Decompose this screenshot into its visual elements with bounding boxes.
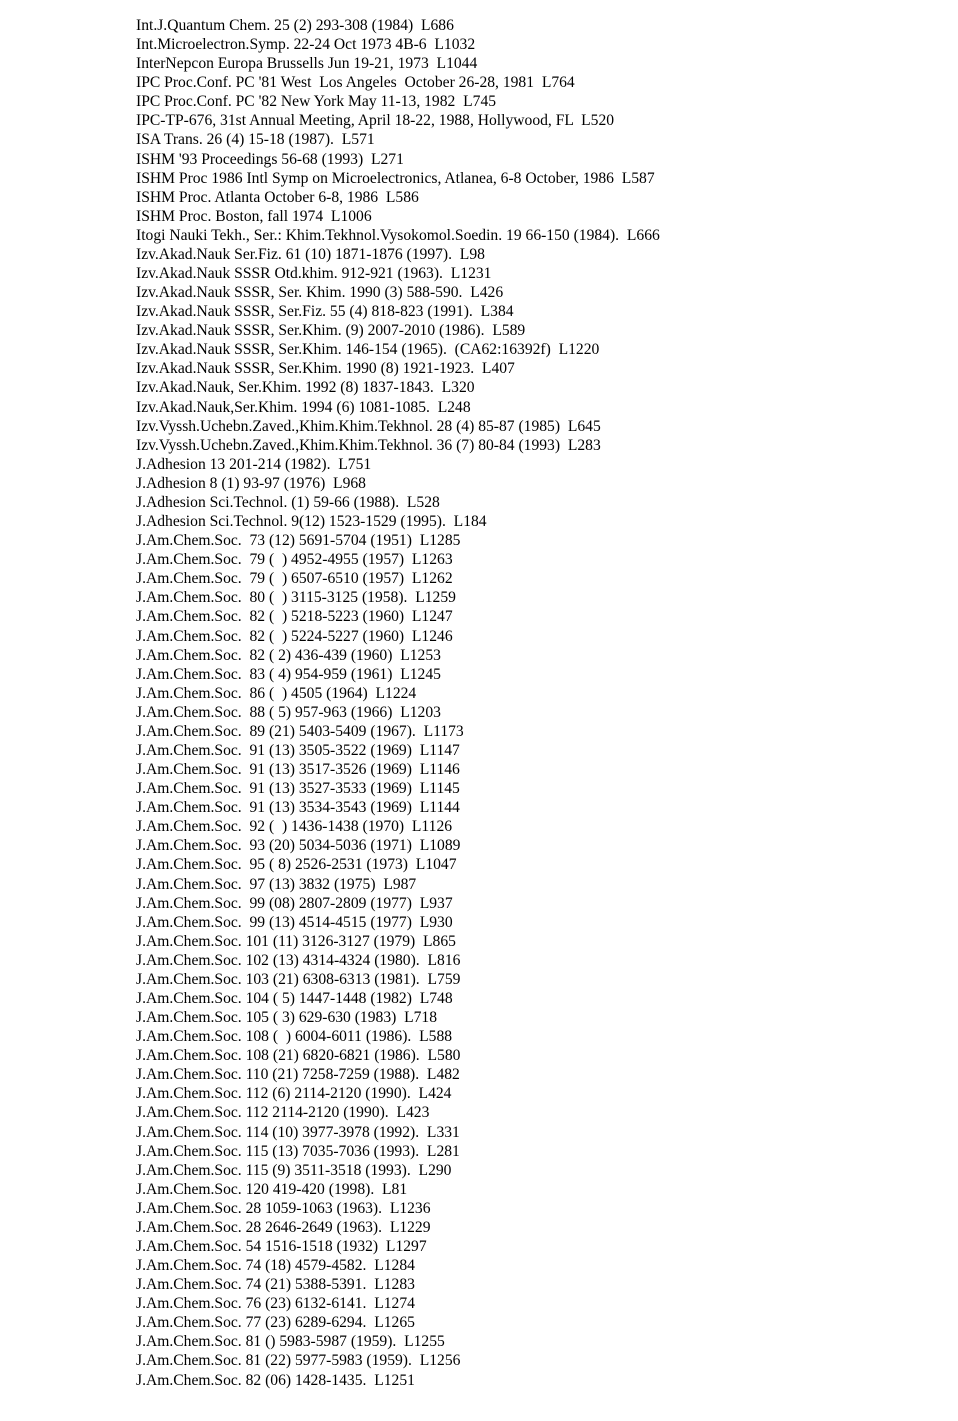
reference-line: J.Adhesion Sci.Technol. 9(12) 1523-1529 (1995). L184 — [136, 513, 487, 531]
reference-line: J.Am.Chem.Soc. 120 419-420 (1998). L81 — [136, 1180, 408, 1198]
reference-line: J.Am.Chem.Soc. 79 ( ) 6507-6510 (1957) L1262 — [136, 570, 453, 588]
reference-line: J.Adhesion 8 (1) 93-97 (1976) L968 — [136, 474, 366, 492]
reference-line: Izv.Akad.Nauk, Ser.Khim. 1992 (8) 1837-1843. L320 — [136, 379, 475, 397]
reference-line: Izv.Akad.Nauk SSSR, Ser. Khim. 1990 (3) 588-590. L426 — [136, 284, 504, 302]
reference-line: J.Am.Chem.Soc. 82 ( ) 5218-5223 (1960) L1247 — [136, 608, 453, 626]
reference-line: J.Am.Chem.Soc. 82 (06) 1428-1435. L1251 — [136, 1371, 415, 1389]
reference-line: J.Am.Chem.Soc. 112 (6) 2114-2120 (1990). L424 — [136, 1085, 452, 1103]
reference-line: J.Am.Chem.Soc. 114 (10) 3977-3978 (1992). L331 — [136, 1123, 460, 1141]
reference-line: Itogi Nauki Tekh., Ser.: Khim.Tekhnol.Vysokomol.Soedin. 19 66-150 (1984). L666 — [136, 226, 660, 244]
reference-line: Izv.Akad.Nauk SSSR, Ser.Fiz. 55 (4) 818-823 (1991). L384 — [136, 303, 514, 321]
reference-line: J.Am.Chem.Soc. 74 (18) 4579-4582. L1284 — [136, 1257, 415, 1275]
reference-line: Int.J.Quantum Chem. 25 (2) 293-308 (1984) L686 — [136, 17, 454, 34]
reference-line: J.Am.Chem.Soc. 91 (13) 3534-3543 (1969) L1144 — [136, 799, 460, 817]
reference-line: J.Am.Chem.Soc. 93 (20) 5034-5036 (1971) L1089 — [136, 837, 461, 855]
reference-line: J.Am.Chem.Soc. 99 (13) 4514-4515 (1977) L930 — [136, 913, 453, 931]
reference-line: J.Am.Chem.Soc. 77 (23) 6289-6294. L1265 — [136, 1314, 415, 1332]
reference-line: Izv.Akad.Nauk SSSR Otd.khim. 912-921 (1963). L1231 — [136, 265, 492, 283]
reference-line: J.Am.Chem.Soc. 82 ( ) 5224-5227 (1960) L1246 — [136, 627, 453, 645]
reference-line: J.Am.Chem.Soc. 108 (21) 6820-6821 (1986). L580 — [136, 1047, 461, 1065]
reference-line: IPC-TP-676, 31st Annual Meeting, April 18-22, 1988, Hollywood, FL L520 — [136, 112, 615, 130]
reference-line: ISHM Proc. Atlanta October 6-8, 1986 L586 — [136, 188, 419, 206]
reference-line: J.Am.Chem.Soc. 81 (22) 5977-5983 (1959). L1256 — [136, 1352, 461, 1370]
reference-line: Izv.Akad.Nauk,Ser.Khim. 1994 (6) 1081-1085. L248 — [136, 398, 471, 416]
reference-line: J.Am.Chem.Soc. 86 ( ) 4505 (1964) L1224 — [136, 684, 417, 702]
reference-line: J.Am.Chem.Soc. 115 (9) 3511-3518 (1993). L290 — [136, 1161, 452, 1179]
reference-line: J.Am.Chem.Soc. 115 (13) 7035-7036 (1993). L281 — [136, 1142, 460, 1160]
reference-line: J.Am.Chem.Soc. 79 ( ) 4952-4955 (1957) L1263 — [136, 551, 453, 569]
reference-line: Izv.Vyssh.Uchebn.Zaved.,Khim.Khim.Tekhnol. 36 (7) 80-84 (1993) L283 — [136, 436, 601, 454]
reference-line: J.Am.Chem.Soc. 97 (13) 3832 (1975) L987 — [136, 875, 417, 893]
reference-line: J.Am.Chem.Soc. 95 ( 8) 2526-2531 (1973) L1047 — [136, 856, 457, 874]
reference-line: J.Am.Chem.Soc. 82 ( 2) 436-439 (1960) L1253 — [136, 646, 441, 664]
reference-line: J.Am.Chem.Soc. 112 2114-2120 (1990). L423 — [136, 1104, 430, 1122]
reference-line: J.Am.Chem.Soc. 91 (13) 3517-3526 (1969) L1146 — [136, 761, 460, 779]
reference-line: J.Am.Chem.Soc. 83 ( 4) 954-959 (1961) L1245 — [136, 665, 441, 683]
reference-line: J.Am.Chem.Soc. 89 (21) 5403-5409 (1967). L1173 — [136, 722, 464, 740]
reference-line: ISHM '93 Proceedings 56-68 (1993) L271 — [136, 150, 404, 168]
reference-line: Izv.Akad.Nauk SSSR, Ser.Khim. 1990 (8) 1921-1923. L407 — [136, 360, 515, 378]
reference-line: InterNepcon Europa Brussells Jun 19-21, 1973 L1044 — [136, 55, 478, 73]
reference-line: Izv.Akad.Nauk Ser.Fiz. 61 (10) 1871-1876 (1997). L98 — [136, 245, 485, 263]
reference-line: J.Am.Chem.Soc. 101 (11) 3126-3127 (1979) L865 — [136, 932, 456, 950]
reference-line: J.Am.Chem.Soc. 88 ( 5) 957-963 (1966) L1203 — [136, 703, 441, 721]
reference-line: ISA Trans. 26 (4) 15-18 (1987). L571 — [136, 131, 375, 149]
reference-line: J.Am.Chem.Soc. 92 ( ) 1436-1438 (1970) L1126 — [136, 818, 453, 836]
reference-line: J.Am.Chem.Soc. 91 (13) 3527-3533 (1969) L1145 — [136, 780, 460, 798]
reference-line: J.Am.Chem.Soc. 54 1516-1518 (1932) L1297 — [136, 1238, 427, 1255]
reference-line: J.Am.Chem.Soc. 80 ( ) 3115-3125 (1958). L1259 — [136, 589, 456, 607]
reference-line: J.Adhesion Sci.Technol. (1) 59-66 (1988). L528 — [136, 493, 440, 511]
reference-line: J.Am.Chem.Soc. 28 1059-1063 (1963). L1236 — [136, 1199, 431, 1217]
reference-line: J.Am.Chem.Soc. 103 (21) 6308-6313 (1981). L759 — [136, 970, 461, 988]
reference-line: Izv.Akad.Nauk SSSR, Ser.Khim. (9) 2007-2010 (1986). L589 — [136, 322, 526, 340]
reference-line: J.Am.Chem.Soc. 110 (21) 7258-7259 (1988). L482 — [136, 1066, 460, 1084]
reference-line: IPC Proc.Conf. PC '82 New York May 11-13, 1982 L745 — [136, 93, 497, 111]
reference-line: J.Am.Chem.Soc. 104 ( 5) 1447-1448 (1982) L748 — [136, 989, 453, 1007]
reference-line: J.Am.Chem.Soc. 74 (21) 5388-5391. L1283 — [136, 1276, 415, 1294]
reference-line: J.Am.Chem.Soc. 81 () 5983-5987 (1959). L1255 — [136, 1333, 445, 1351]
reference-line: ISHM Proc. Boston, fall 1974 L1006 — [136, 207, 372, 225]
reference-line: J.Am.Chem.Soc. 73 (12) 5691-5704 (1951) L1285 — [136, 532, 461, 550]
reference-line: IPC Proc.Conf. PC '81 West Los Angeles October 26-28, 1981 L764 — [136, 74, 575, 92]
reference-line: J.Adhesion 13 201-214 (1982). L751 — [136, 455, 372, 473]
reference-line: Int.Microelectron.Symp. 22-24 Oct 1973 4B-6 L1032 — [136, 36, 476, 54]
reference-line: J.Am.Chem.Soc. 91 (13) 3505-3522 (1969) L1147 — [136, 741, 460, 759]
reference-line: J.Am.Chem.Soc. 28 2646-2649 (1963). L1229 — [136, 1218, 431, 1236]
reference-line: J.Am.Chem.Soc. 99 (08) 2807-2809 (1977) L937 — [136, 894, 453, 912]
reference-line: J.Am.Chem.Soc. 105 ( 3) 629-630 (1983) L718 — [136, 1009, 438, 1027]
reference-line: Izv.Akad.Nauk SSSR, Ser.Khim. 146-154 (1965). (CA62:16392f) L1220 — [136, 341, 600, 359]
reference-line: J.Am.Chem.Soc. 76 (23) 6132-6141. L1274 — [136, 1295, 415, 1313]
reference-line: Izv.Vyssh.Uchebn.Zaved.,Khim.Khim.Tekhnol. 28 (4) 85-87 (1985) L645 — [136, 417, 601, 435]
reference-line: ISHM Proc 1986 Intl Symp on Microelectronics, Atlanea, 6-8 October, 1986 L587 — [136, 169, 655, 187]
reference-list — [136, 16, 660, 1390]
reference-line: J.Am.Chem.Soc. 108 ( ) 6004-6011 (1986). L588 — [136, 1028, 453, 1046]
reference-line: J.Am.Chem.Soc. 102 (13) 4314-4324 (1980). L816 — [136, 951, 461, 969]
